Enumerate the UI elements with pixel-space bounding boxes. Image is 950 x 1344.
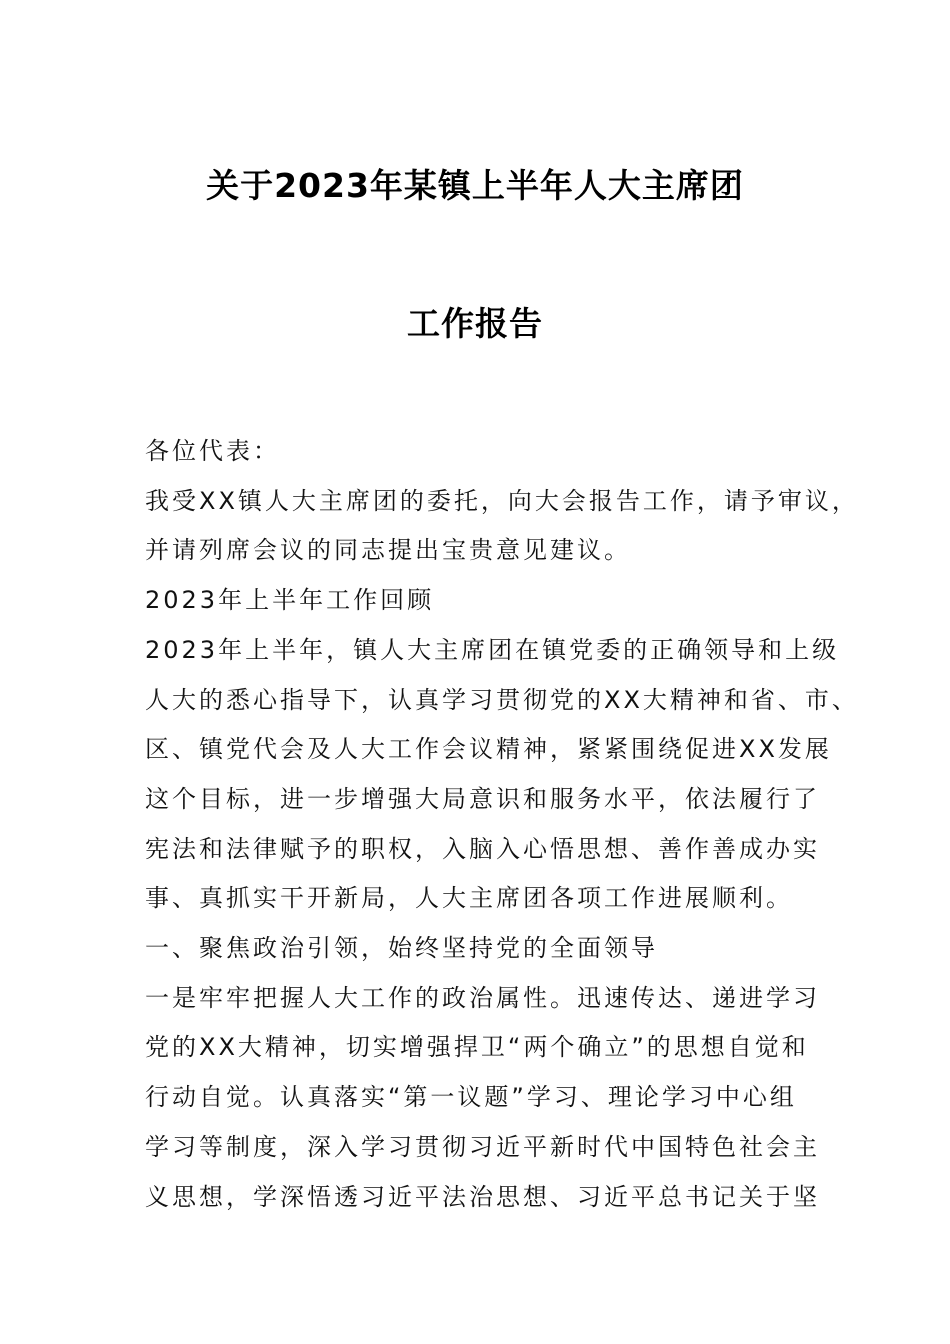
body-text-line: 一是牢牢把握人大工作的政治属性。迅速传达、递进学习: [145, 983, 820, 1012]
body-text-line: 一、聚焦政治引领，始终坚持党的全面领导: [145, 934, 658, 962]
body-text-line: 并请列席会议的同志提出宝贵意见建议。: [145, 536, 631, 565]
document-title-line-1: 关于2023年某镇上半年人大主席团: [206, 166, 744, 205]
body-text-line: 学习等制度，深入学习贯彻习近平新时代中国特色社会主: [145, 1132, 820, 1161]
body-text-line: 2023年上半年工作回顾: [145, 586, 435, 615]
body-text-line: 各位代表：: [145, 437, 280, 465]
body-text-line: 人大的悉心指导下，认真学习贯彻党的XX大精神和省、市、: [145, 685, 859, 714]
body-text-line: 2023年上半年，镇人大主席团在镇党委的正确领导和上级: [145, 635, 840, 664]
body-text-line: 区、镇党代会及人大工作会议精神，紧紧围绕促进XX发展: [145, 735, 832, 764]
body-text-line: 事、真抓实干开新局，人大主席团各项工作进展顺利。: [145, 884, 793, 913]
body-text-line: 义思想，学深悟透习近平法治思想、习近平总书记关于坚: [145, 1182, 820, 1211]
body-text-line: 行动自觉。认真落实“第一议题”学习、理论学习中心组: [145, 1083, 797, 1112]
body-text-line: 宪法和法律赋予的职权，入脑入心悟思想、善作善成办实: [145, 834, 820, 863]
body-text-line: 我受XX镇人大主席团的委托，向大会报告工作，请予审议，: [145, 486, 859, 515]
body-text-line: 这个目标，进一步增强大局意识和服务水平，依法履行了: [145, 784, 820, 813]
document-title-line-2: 工作报告: [407, 304, 543, 343]
body-text-line: 党的XX大精神，切实增强捍卫“两个确立”的思想自觉和: [145, 1033, 809, 1062]
